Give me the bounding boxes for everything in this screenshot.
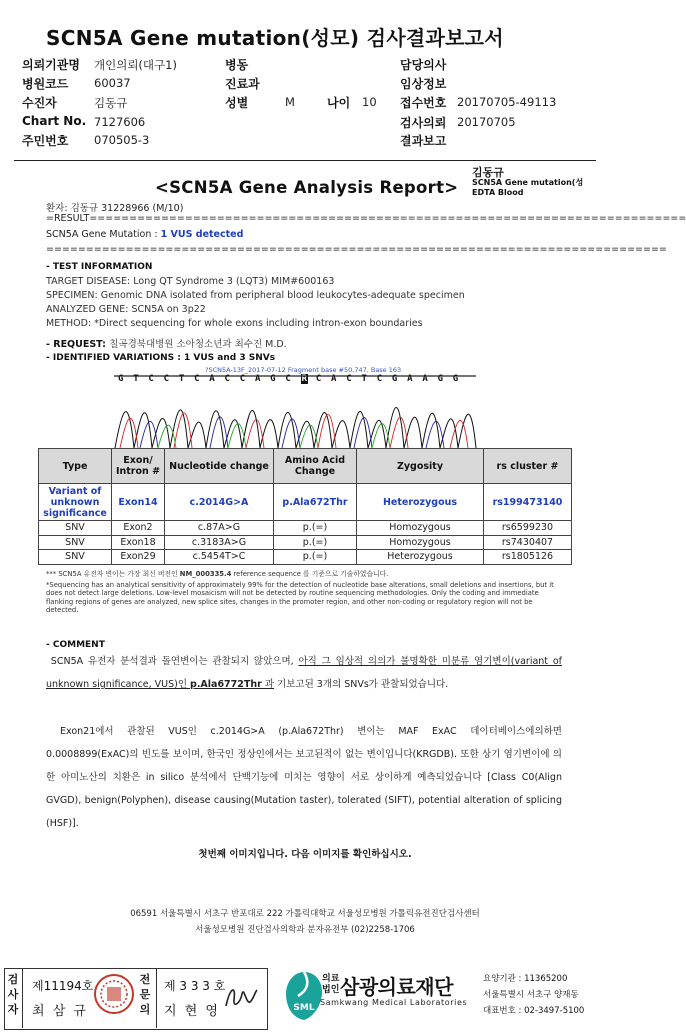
- comment-p1-underlined: 아직 그 임상적 의의가 불명확한 미분류 염기변이(variant of unknown significance, VUS)인: [46, 656, 562, 690]
- identified-variations: - IDENTIFIED VARIATIONS : 1 VUS and 3 SNVs: [46, 353, 276, 363]
- reference-note-post: reference sequence 를 기준으로 기술하였습니다.: [231, 570, 389, 578]
- label-patient: 수진자: [22, 96, 57, 110]
- address-line-1: 06591 서울특별시 서초구 반포대로 222 가톨릭대학교 서울성모병원 가톨릭유전진단검사센터: [130, 909, 480, 919]
- analyzed-gene: ANALYZED GENE: SCN5A on 3p22: [46, 304, 206, 315]
- reference-note-pre: *** SCN5A 유전자 변이는 가장 최신 버전인: [46, 570, 180, 578]
- analysis-report-title: <SCN5A Gene Analysis Report>: [155, 178, 459, 197]
- chromatogram-trace: [110, 370, 480, 450]
- sequence-base: C: [346, 374, 352, 384]
- sequence-base: G: [118, 374, 124, 384]
- th-amino-acid: Amino Acid Change: [274, 449, 357, 484]
- table-cell: Exon14: [112, 484, 165, 521]
- header-row-1: [22, 56, 80, 73]
- table-row: [39, 484, 572, 521]
- org-prefix: [322, 974, 339, 996]
- reference-note-seq: NM_000335.4: [179, 570, 232, 578]
- value-sex: M: [285, 95, 295, 109]
- label-result-report: 결과보고: [400, 134, 447, 148]
- table-cell: Homozygous: [357, 521, 484, 536]
- label-doctor: 담당의사: [400, 58, 447, 72]
- mutation-label: SCN5A Gene Mutation :: [46, 229, 161, 240]
- examiner-label: 검사자: [7, 973, 19, 1016]
- label-ward: 병동: [225, 58, 249, 72]
- table-cell: c.3183A>G: [165, 535, 274, 550]
- table-row: [39, 550, 572, 565]
- label-sex: 성별: [225, 96, 249, 110]
- table-cell: SNV: [39, 550, 112, 565]
- table-cell: p.Ala672Thr: [274, 484, 357, 521]
- table-cell: rs6599230: [484, 521, 572, 536]
- label-chart-no: Chart No.: [22, 114, 87, 128]
- table-cell: Homozygous: [357, 535, 484, 550]
- reference-note: [46, 570, 566, 578]
- sequence-base: G: [391, 374, 398, 384]
- table-cell: SNV: [39, 535, 112, 550]
- specialist-license: 제 3 3 3 호: [164, 979, 226, 993]
- table-cell: Variant of unknown significance: [39, 484, 112, 521]
- corner-name: 김동규: [472, 166, 504, 179]
- th-type: Type: [39, 449, 112, 484]
- label-test-request: 검사의뢰: [400, 116, 447, 130]
- table-cell: rs199473140: [484, 484, 572, 521]
- address-line-2: 서울성모병원 진단검사의학과 분자유전부 (02)2258-1706: [195, 925, 415, 935]
- table-cell: Heterozygous: [357, 484, 484, 521]
- table-cell: Exon2: [112, 521, 165, 536]
- table-row: [39, 535, 572, 550]
- comment-paragraph-1: [46, 650, 562, 696]
- sequence-base: A: [254, 374, 261, 384]
- th-rs-cluster: rs cluster #: [484, 449, 572, 484]
- comment-p1-underlined-2: 과: [261, 679, 275, 690]
- table-cell: SNV: [39, 521, 112, 536]
- org-phone: 대표번호 : 02-3497-5100: [483, 1006, 585, 1016]
- specialist-name: 지 현 영: [164, 1004, 220, 1019]
- sequence-base: G: [270, 374, 276, 384]
- sequence-base: C: [376, 374, 383, 384]
- table-cell: Heterozygous: [357, 550, 484, 565]
- table-cell: Exon18: [112, 535, 165, 550]
- report-title: SCN5A Gene mutation(성모) 검사결과보고서: [46, 26, 504, 50]
- sequence-base: C: [224, 374, 230, 384]
- sequence-base: T: [178, 374, 185, 384]
- trace-black: [115, 407, 476, 448]
- value-age: 10: [362, 95, 377, 109]
- sequence-base: G: [452, 374, 459, 384]
- comment-header: - COMMENT: [46, 640, 105, 650]
- corner-test-name: SCN5A Gene mutation(성: [472, 178, 584, 187]
- label-clinical-info: 임상정보: [400, 77, 447, 91]
- table-cell: p.(=): [274, 521, 357, 536]
- request-label: - REQUEST:: [46, 339, 110, 350]
- result-separator: =RESULT===========================================================================: [46, 213, 686, 224]
- specialist-label: 전문의: [139, 973, 151, 1016]
- sequence-base: A: [407, 374, 413, 384]
- patient-line: 환자: 김동규 31228966 (M/10): [46, 203, 184, 214]
- value-resident-no: 070505-3: [94, 133, 150, 147]
- value-patient: 김동규: [94, 96, 128, 110]
- comment-p1-end: 기보고된 3개의 SNVs가 관찰되었습니다.: [274, 679, 449, 690]
- sequence-base: T: [133, 374, 139, 384]
- sml-logo-text: SML: [293, 1003, 315, 1013]
- specimen: SPECIMEN: Genomic DNA isolated from peripheral blood leukocytes-adequate specimen: [46, 290, 465, 301]
- comment-paragraph-2: Exon21에서 관찰된 VUS인 c.2014G>A (p.Ala672Thr) 변이는 MAF ExAC 데이터베이스에의하면 0.0008899(ExAC)의 빈도를 보이며, 한국인 정상인에서는 보고된적이 없는 변이입니다(KRGDB). 또한 상기 염기변이에 의한 아미노산의 치환은 in silico 분석에서 단백기능에 미치는 영향이 서로 상이하게 예측되었습니다 [Class C0(Align GVGD), benign(Polyphen), disease causing(Mutation taster), tolerated (SIFT), potential alteration of splicing (HSF)].: [46, 726, 562, 829]
- sequence-base: C: [148, 374, 154, 384]
- sequence-base: A: [422, 374, 428, 384]
- method: METHOD: *Direct sequencing for whole exons including intron-exon boundaries: [46, 318, 423, 329]
- table-cell: rs7430407: [484, 535, 572, 550]
- label-receipt-no: 접수번호: [400, 96, 447, 110]
- separator-line: ==============================================================================: [46, 244, 667, 255]
- org-code: 요양기관 : 11365200: [483, 974, 568, 984]
- value-test-request: 20170705: [457, 115, 516, 129]
- org-english-name: Samkwang Medical Laboratories: [320, 998, 468, 1007]
- sequence-base: R: [301, 374, 308, 384]
- request-value: 칠곡경북대병원 소아청소년과 최수진 M.D.: [109, 339, 287, 350]
- mutation-value: 1 VUS detected: [160, 229, 244, 240]
- table-row: [39, 521, 572, 536]
- sequence-base: A: [209, 374, 215, 384]
- specialist-signature-icon: [222, 980, 260, 1014]
- header-divider: [14, 160, 596, 161]
- request-line: [46, 336, 287, 350]
- label-age: 나이: [327, 96, 351, 110]
- value-chart-no: 7127606: [94, 115, 146, 129]
- value-requesting-org: 개인의뢰(대구1): [94, 58, 177, 72]
- corner-specimen: EDTA Blood: [472, 188, 524, 197]
- label-hospital-code: 병원코드: [22, 77, 69, 91]
- chromatogram-caption: ?SCN5A-13F_2017-07-12 Fragment base #50,747, Base 163: [205, 366, 402, 374]
- sequence-base: G: [437, 374, 443, 384]
- comment-p1-start: SCN5A 유전자 분석결과 돌연변이는 관찰되지 않았으며,: [50, 656, 299, 667]
- th-zygosity: Zygosity: [357, 449, 484, 484]
- value-hospital-code: 60037: [94, 76, 131, 90]
- table-cell: p.(=): [274, 535, 357, 550]
- mutation-line: [46, 229, 243, 240]
- table-cell: c.2014G>A: [165, 484, 274, 521]
- label-resident-no: 주민번호: [22, 134, 69, 148]
- table-cell: c.87A>G: [165, 521, 274, 536]
- table-cell: c.5454T>C: [165, 550, 274, 565]
- sequence-base: C: [315, 374, 322, 384]
- org-address: 서울특별시 서초구 양재동: [483, 990, 579, 1000]
- org-prefix-1: 의료: [322, 974, 340, 984]
- variation-table: [38, 448, 572, 565]
- sml-logo-icon: [282, 968, 326, 1024]
- specialist-divider: [156, 968, 157, 1028]
- sequence-base: C: [239, 374, 246, 384]
- label-department: 진료과: [225, 77, 260, 91]
- sequence-base: T: [361, 374, 367, 384]
- examiner-name: 최 삼 규: [32, 1004, 88, 1019]
- examiner-divider: [22, 968, 23, 1028]
- table-header-row: [39, 449, 572, 484]
- corner-label: [472, 168, 583, 198]
- examiner-license: 제11194호: [32, 979, 94, 993]
- th-exon: Exon/ Intron #: [112, 449, 165, 484]
- th-nucleotide: Nucleotide change: [165, 449, 274, 484]
- table-cell: p.(=): [274, 550, 357, 565]
- comment-p1-variant: p.Ala6772Thr: [190, 679, 262, 690]
- table-cell: rs1805126: [484, 550, 572, 565]
- first-image-note: 첫번째 이미지입니다. 다음 이미지를 확인하십시오.: [198, 849, 412, 860]
- sequence-base: C: [163, 374, 170, 384]
- label-requesting-org: 의뢰기관명: [22, 58, 80, 72]
- test-info-header: - TEST INFORMATION: [46, 262, 153, 272]
- value-receipt-no: 20170705-49113: [457, 95, 557, 109]
- sequence-base: C: [194, 374, 200, 384]
- examiner-seal-icon: [92, 972, 136, 1016]
- target-disease: TARGET DISEASE: Long QT Syndrome 3 (LQT3) MIM#600163: [46, 276, 335, 287]
- sequencing-note: *Sequencing has an analytical sensitivity of approximately 99% for the detection of nucleotide base alterations, small deletions and insertions, but it does not detect large deletions. Low-level mosaicism will not be detected by routine sequencing methodologies. Only the coding and immediate flanking regions of genes are analyzed, new splice sites, changes in the promoter region, and other non-coding or regulatory region will not be detected.: [46, 581, 554, 614]
- sequence-base: C: [285, 374, 291, 384]
- table-cell: Exon29: [112, 550, 165, 565]
- sequence-base: A: [331, 374, 337, 384]
- org-prefix-2: 법인: [322, 985, 340, 995]
- org-name: 삼광의료재단: [340, 975, 453, 999]
